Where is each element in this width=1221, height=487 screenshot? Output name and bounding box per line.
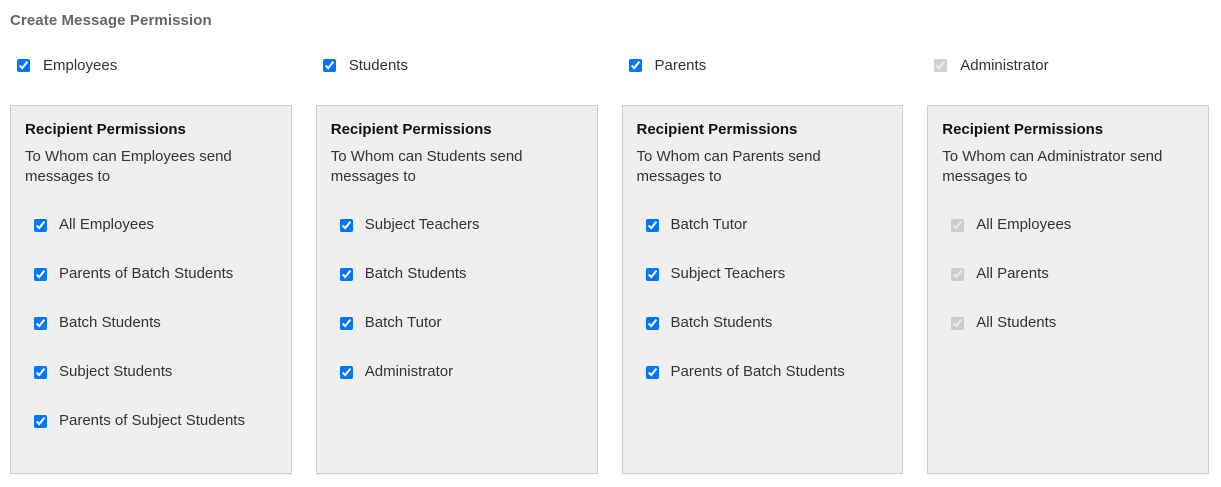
permission-item-all-employees <box>951 214 1194 236</box>
permission-label: Administrator <box>364 363 454 380</box>
permission-item-all-parents <box>951 263 1194 285</box>
permission-checkbox[interactable] <box>34 219 47 232</box>
permission-label: Batch Students <box>59 314 161 331</box>
permission-checkbox[interactable] <box>646 219 659 232</box>
permission-checkbox[interactable] <box>646 317 659 330</box>
panel-heading: Recipient Permissions <box>636 121 798 138</box>
permission-label: Batch Tutor <box>670 216 748 233</box>
role-toggle-cell <box>10 57 292 77</box>
panel-description: To Whom can Parents send messages to <box>636 148 821 185</box>
permission-checkbox[interactable] <box>340 268 353 281</box>
page-title: Create Message Permission <box>10 12 212 29</box>
students-checkbox[interactable] <box>323 59 336 72</box>
permission-checkbox[interactable] <box>646 366 659 379</box>
role-toggle-cell <box>622 57 904 77</box>
permission-item-subject-teachers[interactable] <box>340 214 583 236</box>
permission-item-all-students <box>951 312 1194 334</box>
permission-item-all-employees[interactable] <box>34 214 277 236</box>
permission-item-batch-students[interactable] <box>34 312 277 334</box>
panel-heading: Recipient Permissions <box>25 121 186 138</box>
role-toggle-cell <box>927 57 1209 77</box>
permission-label: Batch Students <box>364 265 467 282</box>
panel-description: To Whom can Employees send messages to <box>25 148 232 185</box>
role-toggle-cell <box>316 57 598 77</box>
permission-checkbox[interactable] <box>340 219 353 232</box>
role-toggle-administrator <box>934 57 1048 74</box>
permission-label: All Students <box>976 314 1057 331</box>
permission-label: Parents of Batch Students <box>670 363 845 380</box>
permission-item-batch-tutor[interactable] <box>340 312 583 334</box>
role-toggle-parents[interactable] <box>629 57 707 74</box>
permission-checkbox[interactable] <box>646 268 659 281</box>
permission-item-batch-tutor[interactable] <box>646 214 889 236</box>
panel-heading: Recipient Permissions <box>942 121 1104 138</box>
role-toggle-label: Parents <box>654 57 707 74</box>
role-toggles-row <box>10 57 1209 77</box>
employees-checkbox[interactable] <box>17 59 30 72</box>
permission-item-parents-of-batch-students[interactable] <box>646 361 889 383</box>
permission-checkbox <box>951 317 964 330</box>
role-toggle-label: Employees <box>43 57 118 74</box>
permission-item-batch-students[interactable] <box>646 312 889 334</box>
permission-checkbox[interactable] <box>34 366 47 379</box>
permission-checkbox[interactable] <box>34 317 47 330</box>
permission-checkbox[interactable] <box>34 268 47 281</box>
permission-label: All Employees <box>59 216 155 233</box>
permission-checkbox <box>951 219 964 232</box>
permission-label: Subject Teachers <box>670 265 786 282</box>
permission-label: Batch Tutor <box>364 314 442 331</box>
permission-label: Parents of Subject Students <box>59 412 245 429</box>
permission-item-subject-students[interactable] <box>34 361 277 383</box>
recipient-panel-parents <box>622 105 904 474</box>
recipient-panels-row <box>10 105 1209 474</box>
role-toggle-label: Administrator <box>960 57 1049 74</box>
parents-checkbox[interactable] <box>629 59 642 72</box>
permission-item-parents-of-batch-students[interactable] <box>34 263 277 285</box>
permission-item-batch-students[interactable] <box>340 263 583 285</box>
permission-label: All Employees <box>976 216 1072 233</box>
role-toggle-students[interactable] <box>323 57 408 74</box>
recipient-panel-employees <box>10 105 292 474</box>
permission-label: Parents of Batch Students <box>59 265 234 282</box>
recipient-panel-administrator <box>927 105 1209 474</box>
permission-checkbox <box>951 268 964 281</box>
permission-checkbox[interactable] <box>340 366 353 379</box>
administrator-checkbox <box>934 59 947 72</box>
permission-label: All Parents <box>976 265 1049 282</box>
permission-item-administrator[interactable] <box>340 361 583 383</box>
permission-label: Batch Students <box>670 314 773 331</box>
panel-description: To Whom can Students send messages to <box>330 148 523 185</box>
permission-label: Subject Students <box>59 363 173 380</box>
permission-item-subject-teachers[interactable] <box>646 263 889 285</box>
panel-description: To Whom can Administrator send messages to <box>942 148 1163 185</box>
permission-item-parents-of-subject-students[interactable] <box>34 410 277 432</box>
recipient-panel-students <box>316 105 598 474</box>
permission-label: Subject Teachers <box>364 216 480 233</box>
panel-heading: Recipient Permissions <box>330 121 492 138</box>
role-toggle-label: Students <box>348 57 408 74</box>
role-toggle-employees[interactable] <box>17 57 117 74</box>
permission-checkbox[interactable] <box>34 415 47 428</box>
permission-checkbox[interactable] <box>340 317 353 330</box>
